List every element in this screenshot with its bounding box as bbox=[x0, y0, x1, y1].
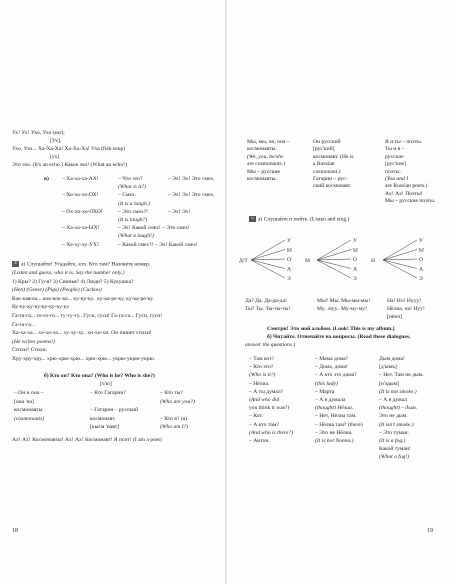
exercise-4-line: (He writes poems!) bbox=[12, 338, 55, 345]
exercise-v-text: – Что это? bbox=[118, 176, 143, 182]
verse-line: поэты. bbox=[385, 168, 401, 175]
verse-line: [рус'кий] bbox=[313, 146, 335, 153]
exercise-v-text: – Ох-хо-хо-ОХО! bbox=[62, 208, 103, 215]
vowel-label: У bbox=[353, 238, 357, 244]
exercise-4-line: (Hen) (Geese) (Pigs) (People) (Cuckoo) bbox=[12, 287, 102, 294]
syllable-fan-diagrams bbox=[227, 230, 452, 290]
vowel-label: Ы bbox=[287, 247, 292, 254]
exercise-5-heading bbox=[249, 216, 349, 223]
exercise-b-heading: б) Читайте. Отвечайте на вопросы. (Read these dialogues, bbox=[267, 334, 411, 340]
vowel-label: Э bbox=[419, 276, 423, 282]
album-heading: Смотри! Это мой альбом. (Look! This is my album.) bbox=[267, 326, 395, 332]
dialogue-line: – Нёлиа. bbox=[249, 380, 270, 387]
exercise-b-heading: б) Кто он? Кто она? (Who is he? Who is she?) bbox=[44, 373, 155, 379]
verse-line: a Russian bbox=[313, 161, 335, 168]
dialogue-line: Какой туман! bbox=[379, 446, 411, 453]
vowel-label: Ы bbox=[419, 247, 424, 254]
exercise-b-text: – Он и она – bbox=[14, 390, 44, 396]
dialogue-line: – А я думал bbox=[379, 397, 407, 403]
exercise-v-text: (What is it?) bbox=[118, 184, 146, 191]
consonant-label: М bbox=[305, 258, 310, 264]
fan-line bbox=[251, 260, 285, 269]
vowel-label: А bbox=[419, 266, 424, 273]
dialogue-line: (And who did bbox=[249, 397, 280, 403]
exercise-number: 5 bbox=[249, 216, 256, 222]
dialogue-line: – Мама дома? bbox=[315, 356, 349, 362]
exercise-b-text: [кысм 'навт] bbox=[90, 424, 120, 431]
verse-line: are cosmonauts.) bbox=[247, 161, 285, 168]
vowel-label: У bbox=[419, 238, 423, 244]
exercise-v-label: в) bbox=[44, 176, 49, 182]
chant-line: На! Но! Нууу! bbox=[387, 298, 422, 304]
consonant-label: Н bbox=[371, 258, 376, 264]
vowel-label: О bbox=[287, 257, 292, 263]
dialogue-line: (this lady) bbox=[315, 380, 338, 387]
exercise-b-text: (Who am I?) bbox=[160, 424, 189, 431]
exercise-v-text: – Эх! Эх! Это смех. bbox=[168, 192, 215, 199]
verse-line: are Russian poets.) bbox=[385, 183, 428, 190]
intro-line: Ухо, Ухо... Ха-Ха-Ха! Ха-Ха-Ха! Уха (fish soup) bbox=[12, 146, 126, 152]
fan-line bbox=[317, 240, 351, 260]
verse-line: Ты и я – bbox=[385, 146, 405, 153]
exercise-b-text: – Гагарин – русский bbox=[90, 407, 139, 414]
chant-line: [нёнч] bbox=[387, 314, 403, 320]
dialogue-line: [д'ымъ] bbox=[379, 364, 397, 371]
exercise-4-line: Хру-хру-хру... хрю-хрю-хрю... хрю-хрю... укрю-укрю-укрю. bbox=[12, 356, 156, 362]
exercise-4-line: 1) Кры? 2) Гуся? 3) Свинья? 4) Люди? 5) Кукушка? bbox=[12, 278, 134, 285]
exercise-b-heading-cont: answer the questions.) bbox=[245, 342, 296, 348]
exercise-b-text: (cosmonauts) bbox=[14, 415, 45, 422]
vowel-label: А bbox=[287, 266, 292, 273]
dialogue-line: – Дома, дома! bbox=[315, 364, 348, 371]
verse-line: русские bbox=[385, 153, 404, 160]
exercise-4-line: Га-га-га... bbox=[12, 321, 36, 328]
verse-line: Мы – русские bbox=[247, 168, 281, 175]
exercise-4-line: Как-кая-ка... кок-кок-ко... ку-ку-ку.. ку-ка-ре-ку, ку-ка-ре-ку. bbox=[12, 295, 154, 302]
page-number: 19 bbox=[427, 528, 433, 534]
exercise-v-text: – Эх! Эх! bbox=[168, 208, 191, 215]
exercise-4-heading bbox=[12, 261, 150, 268]
exercise-number: 4 bbox=[12, 261, 19, 267]
exercise-v-text: – Эх! Эх! Это смех. bbox=[168, 176, 215, 182]
verse-line: (We, you, he/she bbox=[247, 153, 284, 160]
exercise-b-text: (Who are you?) bbox=[160, 398, 195, 405]
verse-line: космонавт. (He is bbox=[313, 153, 354, 160]
dialogue-line: (It is a fog.) bbox=[379, 438, 406, 444]
dialogue-line: – Кот. bbox=[249, 413, 263, 420]
exercise-4-line: Га-га-га... го-го-го... гу-гу-гу.. Гуси, гуси! Га-га-га... Гуси, гуси! bbox=[12, 313, 163, 319]
dialogue-line: – Нёлиа там? (there) bbox=[315, 421, 363, 428]
exercise-b-text: космонавты bbox=[14, 407, 43, 414]
verse-line: Ах! Ах! Поэты! bbox=[385, 190, 423, 197]
intro-line: [Ух]. bbox=[50, 138, 62, 144]
verse-line: Я и ты – поэты. bbox=[385, 139, 423, 145]
verse-line: Он русский bbox=[313, 139, 341, 145]
dialogue-line: – Там кот? bbox=[249, 356, 274, 362]
fan-line bbox=[317, 260, 351, 269]
dialogue-line: – Антон. bbox=[249, 438, 270, 444]
exercise-v-text: (What a laugh!) bbox=[118, 233, 154, 240]
dialogue-line: – Нет. Там не дым. bbox=[379, 372, 424, 379]
exercise-v-text: – Хе-ху-ху-УХ! bbox=[62, 241, 99, 248]
fan-line bbox=[251, 259, 285, 260]
exercise-b-closing: Ах! Ах! Космонавты! Ах! Ах! Космонавт! Я поэт! (I am a poet) bbox=[12, 437, 162, 443]
vowel-label: Э bbox=[353, 276, 357, 282]
page-number: 18 bbox=[12, 528, 18, 534]
dialogue-line: Дым дома! bbox=[379, 356, 405, 362]
exercise-v-text: – Это смех?! bbox=[118, 208, 149, 215]
vowel-label: О bbox=[419, 257, 424, 263]
dialogue-line: – А кто это дама? bbox=[315, 372, 357, 379]
exercise-4-line: Ха-ха-ха... хо-хо-хо... ху-ху-ху.. хи-хи-хи. Он пишет стихи! bbox=[12, 330, 152, 337]
dialogue-line: – Марта bbox=[315, 388, 335, 395]
exercise-4-line: (Listen and guess, who it is. Say the number only.) bbox=[12, 270, 125, 276]
dialogue-line: – А я думала bbox=[315, 397, 346, 403]
verse-line: cosmonaut.) bbox=[313, 168, 341, 175]
fan-line bbox=[383, 250, 417, 261]
exercise-4-line: Стихи? Стихи. bbox=[12, 347, 48, 354]
verse-line: (You and I bbox=[385, 176, 409, 182]
chant-line: Нёлиа, на! Нуу! bbox=[387, 306, 425, 312]
exercise-v-text: – Какой смех?! – Эх! Какой смех! bbox=[118, 241, 198, 248]
exercise-v-text: – Ха-ха-ха-ЫХ! bbox=[62, 225, 100, 232]
verse-line: Мы – русские поэты. bbox=[385, 198, 436, 205]
dialogue-line: (What a fog!) bbox=[379, 454, 410, 461]
dialogue-line: (And who is there?) bbox=[249, 429, 294, 436]
vowel-label: А bbox=[353, 266, 358, 273]
exercise-4-instruction: а) Слушайте! Угадайте, кто. Кто там? Назовёте номер. bbox=[21, 261, 151, 268]
chant-line: Мы? Мы. Мы-мы-мы! bbox=[317, 298, 371, 304]
exercise-b-text: – Кто Гагарин? bbox=[90, 390, 126, 396]
verse-line: ский космонавт. bbox=[313, 183, 352, 190]
dialogue-line: – Кто это? bbox=[249, 364, 274, 371]
dialogue-line: – А кто там? bbox=[249, 421, 279, 428]
exercise-v-text: – Эх! Какой смех! – Это смех! bbox=[118, 225, 190, 232]
intro-line: Ух! Ух! Ухо, Ухо (ear); bbox=[12, 130, 65, 136]
fan-line bbox=[383, 240, 417, 260]
verse-line: космонавты. bbox=[247, 176, 277, 182]
verse-line: космонавты. bbox=[247, 146, 277, 153]
dialogue-line: (thought) Нёлиа. bbox=[315, 405, 354, 412]
fan-line bbox=[383, 260, 417, 269]
dialogue-line: Это не дым. bbox=[379, 413, 408, 420]
exercise-b-text: [она 'на] bbox=[14, 398, 34, 405]
dialogue-line: – Нет, Нёлиа там. bbox=[315, 413, 357, 420]
vowel-label: У bbox=[287, 238, 291, 244]
fan-line bbox=[317, 250, 351, 261]
fan-line bbox=[317, 260, 351, 278]
fan-line bbox=[251, 260, 285, 278]
dialogue-line: you think it was?) bbox=[249, 405, 290, 412]
vowel-label: Ы bbox=[353, 247, 358, 254]
fan-line bbox=[251, 250, 285, 261]
exercise-v-text: (It is laugh?) bbox=[118, 217, 148, 223]
fan-line bbox=[383, 260, 417, 278]
intro-line: Это эхо. (It's an echo.) Какое эхо! (What an echo!) bbox=[12, 162, 127, 168]
exercise-b-text: – Кто ты? bbox=[160, 390, 183, 396]
dialogue-line: (It is not Nonna.) bbox=[315, 438, 354, 444]
dialogue-line: (Who is it?) bbox=[249, 372, 276, 379]
chant-line: Ты? Ты. Ты-ты-ты! bbox=[245, 306, 291, 312]
verse-line: [рус'кие] bbox=[385, 161, 406, 168]
exercise-v-text: – Хо-хо-хо-ОХ! bbox=[62, 192, 99, 199]
fan-line bbox=[383, 259, 417, 260]
right-page bbox=[227, 0, 452, 584]
fan-line bbox=[251, 240, 285, 260]
fan-line bbox=[317, 259, 351, 260]
exercise-v-text: – Ха-ха-ха-АХ! bbox=[62, 176, 99, 182]
vowel-label: О bbox=[353, 257, 358, 263]
dialogue-line: (It is not smoke.) bbox=[379, 388, 417, 395]
dialogue-line: (It isn't smoke.) bbox=[379, 421, 414, 428]
verse-line: Мы, мы, он, она – bbox=[247, 139, 290, 145]
left-page bbox=[0, 0, 225, 584]
vowel-label: Э bbox=[287, 276, 291, 282]
dialogue-line: – Это не Нёлиа. bbox=[315, 429, 353, 436]
chant-line: Да? Да. Да-да-да! bbox=[245, 298, 287, 304]
exercise-v-text: (It is a laugh.) bbox=[118, 200, 151, 207]
dialogue-line: – А ты думал? bbox=[249, 388, 284, 395]
exercise-b-text: космонавт. bbox=[90, 415, 116, 422]
dialogue-line: [н'эдым] bbox=[379, 380, 399, 387]
exercise-b-text: – Кто я? (я) bbox=[160, 415, 188, 422]
dialogue-line: (thought) – дым. bbox=[379, 405, 417, 412]
exercise-4-line: Ку-ку-ку-ку-ку-ку-ку-ку bbox=[12, 304, 70, 311]
consonant-label: Д/Т bbox=[239, 258, 248, 264]
intro-line: [ух] bbox=[50, 154, 60, 160]
dialogue-line: – Это туман. bbox=[379, 429, 409, 436]
exercise-v-text: – Смех. bbox=[118, 192, 137, 199]
exercise-b-transcription: [ч'ю] bbox=[100, 381, 112, 387]
verse-line: Гагарин – рус- bbox=[313, 176, 348, 182]
exercise-5-instruction: а) Слушайте и пойте. (Listen and sing.) bbox=[258, 216, 350, 223]
chant-line: Му.. муу.. Му-му-му! bbox=[317, 306, 367, 312]
